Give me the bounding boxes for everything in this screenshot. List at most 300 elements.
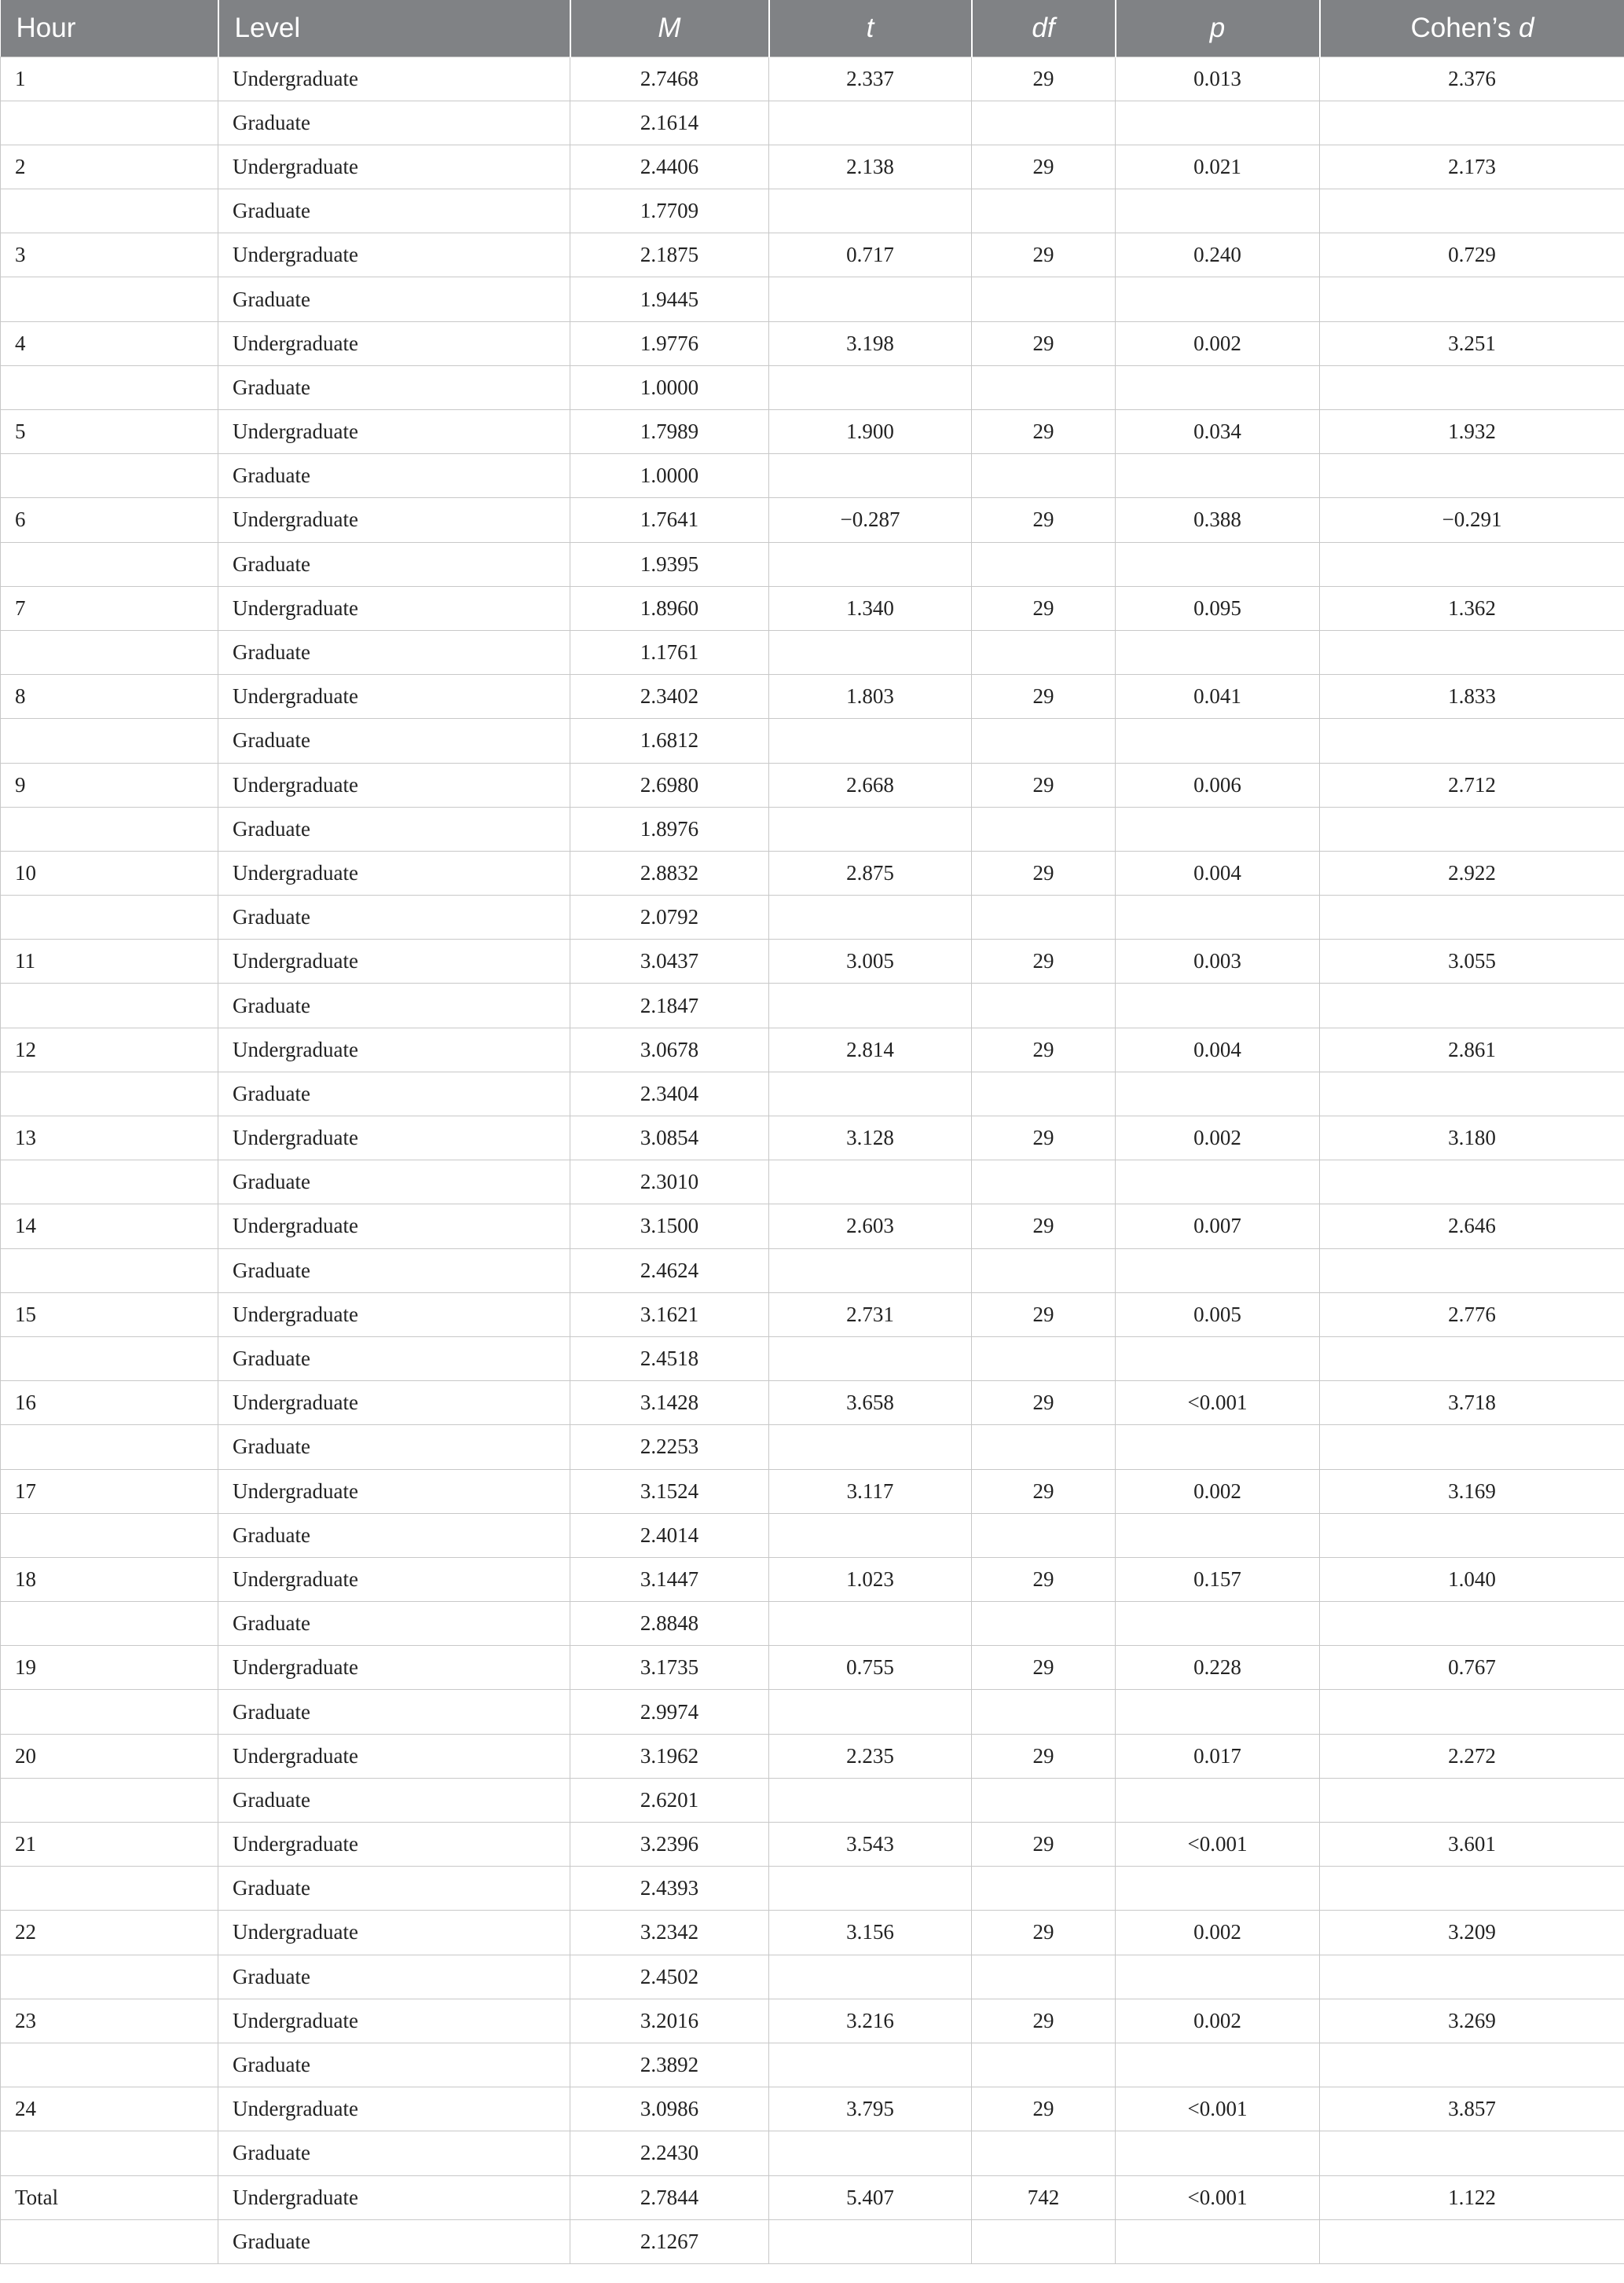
hour-cell-empty	[1, 807, 218, 851]
level-cell: Graduate	[218, 1690, 570, 1734]
mean-cell: 1.6812	[570, 719, 769, 763]
level-cell: Graduate	[218, 1160, 570, 1204]
table-row	[1, 586, 1624, 630]
level-cell: Graduate	[218, 719, 570, 763]
p-cell: 0.002	[1116, 1116, 1320, 1160]
level-cell: Graduate	[218, 2131, 570, 2175]
cohens-d-cell: 2.922	[1320, 851, 1624, 895]
t-cell: 3.543	[769, 1823, 972, 1867]
p-cell-empty	[1116, 101, 1320, 145]
df-cell: 742	[972, 2175, 1116, 2219]
header-level: Level	[218, 0, 570, 57]
level-cell: Graduate	[218, 1778, 570, 1822]
p-cell-empty	[1116, 1867, 1320, 1911]
mean-cell: 2.9974	[570, 1690, 769, 1734]
level-cell: Undergraduate	[218, 1557, 570, 1601]
mean-cell: 3.1500	[570, 1204, 769, 1248]
hour-cell-empty	[1, 719, 218, 763]
table-row	[1, 321, 1624, 365]
mean-cell: 2.8832	[570, 851, 769, 895]
table-row	[1, 630, 1624, 674]
table-row	[1, 1336, 1624, 1380]
hour-cell-empty	[1, 984, 218, 1028]
hour-cell: 9	[1, 763, 218, 807]
mean-cell: 1.0000	[570, 454, 769, 498]
p-cell-empty	[1116, 807, 1320, 851]
table-row	[1, 2175, 1624, 2219]
header-cohens-d	[1320, 0, 1624, 57]
p-cell: 0.006	[1116, 763, 1320, 807]
p-cell-empty	[1116, 542, 1320, 586]
hour-cell: 4	[1, 321, 218, 365]
df-cell: 29	[972, 1646, 1116, 1690]
table-row	[1, 1381, 1624, 1425]
p-cell-empty	[1116, 1690, 1320, 1734]
p-cell-empty	[1116, 1513, 1320, 1557]
mean-cell: 1.9776	[570, 321, 769, 365]
mean-cell: 3.2342	[570, 1911, 769, 1955]
level-cell: Graduate	[218, 630, 570, 674]
df-cell: 29	[972, 233, 1116, 277]
hour-cell: 14	[1, 1204, 218, 1248]
hour-cell: 12	[1, 1028, 218, 1072]
hour-cell: 11	[1, 940, 218, 984]
df-cell-empty	[972, 807, 1116, 851]
df-cell: 29	[972, 145, 1116, 189]
mean-cell: 3.2016	[570, 1999, 769, 2043]
hour-cell-empty	[1, 1778, 218, 1822]
table-row	[1, 189, 1624, 233]
t-cell-empty	[769, 2043, 972, 2087]
cohens-d-cell: 1.040	[1320, 1557, 1624, 1601]
table-row	[1, 2219, 1624, 2263]
hour-cell-empty	[1, 1513, 218, 1557]
hour-cell: 19	[1, 1646, 218, 1690]
t-cell-empty	[769, 630, 972, 674]
df-cell-empty	[972, 277, 1116, 321]
mean-cell: 3.0986	[570, 2087, 769, 2131]
df-cell-empty	[972, 896, 1116, 940]
table-row	[1, 1028, 1624, 1072]
table-row	[1, 365, 1624, 409]
level-cell: Undergraduate	[218, 1116, 570, 1160]
df-cell: 29	[972, 1292, 1116, 1336]
mean-cell: 2.4624	[570, 1248, 769, 1292]
p-cell-empty	[1116, 630, 1320, 674]
mean-cell: 2.1875	[570, 233, 769, 277]
cohens-d-cell-empty	[1320, 2219, 1624, 2263]
level-cell: Graduate	[218, 454, 570, 498]
level-cell: Graduate	[218, 1336, 570, 1380]
t-cell-empty	[769, 189, 972, 233]
level-cell: Graduate	[218, 984, 570, 1028]
df-cell-empty	[972, 1425, 1116, 1469]
table-row	[1, 1646, 1624, 1690]
table-row	[1, 1557, 1624, 1601]
t-cell: 2.337	[769, 57, 972, 101]
header-mean	[570, 0, 769, 57]
hour-cell: 16	[1, 1381, 218, 1425]
t-cell: 3.156	[769, 1911, 972, 1955]
mean-cell: 3.0678	[570, 1028, 769, 1072]
t-cell-empty	[769, 1602, 972, 1646]
level-cell: Undergraduate	[218, 1999, 570, 2043]
mean-cell: 1.7709	[570, 189, 769, 233]
mean-cell: 2.7468	[570, 57, 769, 101]
t-cell-empty	[769, 1690, 972, 1734]
level-cell: Graduate	[218, 1867, 570, 1911]
level-cell: Graduate	[218, 542, 570, 586]
level-cell: Undergraduate	[218, 586, 570, 630]
p-cell: 0.041	[1116, 675, 1320, 719]
hour-cell-empty	[1, 2043, 218, 2087]
p-cell: <0.001	[1116, 1823, 1320, 1867]
p-cell-empty	[1116, 1955, 1320, 1999]
level-cell: Undergraduate	[218, 1911, 570, 1955]
cohens-d-cell: 3.209	[1320, 1911, 1624, 1955]
mean-cell: 1.7989	[570, 410, 769, 454]
df-cell: 29	[972, 2087, 1116, 2131]
hour-cell: 15	[1, 1292, 218, 1336]
p-cell-empty	[1116, 2043, 1320, 2087]
table-row	[1, 542, 1624, 586]
cohens-d-cell: 2.861	[1320, 1028, 1624, 1072]
cohens-d-cell: 2.646	[1320, 1204, 1624, 1248]
cohens-d-cell: 1.362	[1320, 586, 1624, 630]
mean-cell: 1.1761	[570, 630, 769, 674]
table-row	[1, 1248, 1624, 1292]
df-cell-empty	[972, 189, 1116, 233]
header-t-symbol: t	[866, 12, 874, 43]
p-cell-empty	[1116, 2219, 1320, 2263]
mean-cell: 2.3404	[570, 1072, 769, 1116]
table-row	[1, 807, 1624, 851]
hour-cell-empty	[1, 1690, 218, 1734]
p-cell-empty	[1116, 2131, 1320, 2175]
df-cell: 29	[972, 1381, 1116, 1425]
df-cell: 29	[972, 1999, 1116, 2043]
mean-cell: 2.2253	[570, 1425, 769, 1469]
df-cell: 29	[972, 1557, 1116, 1601]
table-row	[1, 1425, 1624, 1469]
df-cell-empty	[972, 1602, 1116, 1646]
table-row	[1, 1204, 1624, 1248]
level-cell: Graduate	[218, 1513, 570, 1557]
df-cell: 29	[972, 321, 1116, 365]
df-cell-empty	[972, 2131, 1116, 2175]
df-cell-empty	[972, 1160, 1116, 1204]
df-cell: 29	[972, 851, 1116, 895]
header-hour: Hour	[1, 0, 218, 57]
hour-cell-empty	[1, 630, 218, 674]
hour-cell-empty	[1, 1336, 218, 1380]
level-cell: Undergraduate	[218, 321, 570, 365]
level-cell: Undergraduate	[218, 940, 570, 984]
level-cell: Graduate	[218, 1602, 570, 1646]
p-cell-empty	[1116, 1425, 1320, 1469]
level-cell: Undergraduate	[218, 410, 570, 454]
cohens-d-cell-empty	[1320, 542, 1624, 586]
df-cell-empty	[972, 1778, 1116, 1822]
mean-cell: 3.1962	[570, 1734, 769, 1778]
t-cell-empty	[769, 1778, 972, 1822]
t-cell-empty	[769, 1072, 972, 1116]
table-row	[1, 851, 1624, 895]
mean-cell: 3.1621	[570, 1292, 769, 1336]
mean-cell: 1.0000	[570, 365, 769, 409]
level-cell: Undergraduate	[218, 57, 570, 101]
p-cell: 0.240	[1116, 233, 1320, 277]
level-cell: Graduate	[218, 1072, 570, 1116]
cohens-d-cell: 1.122	[1320, 2175, 1624, 2219]
df-cell: 29	[972, 586, 1116, 630]
cohens-d-cell-empty	[1320, 277, 1624, 321]
cohens-d-cell-empty	[1320, 1160, 1624, 1204]
df-cell: 29	[972, 1734, 1116, 1778]
p-cell: 0.017	[1116, 1734, 1320, 1778]
mean-cell: 2.7844	[570, 2175, 769, 2219]
table-row	[1, 57, 1624, 101]
table-row	[1, 277, 1624, 321]
mean-cell: 3.1447	[570, 1557, 769, 1601]
hour-cell: Total	[1, 2175, 218, 2219]
hour-cell: 13	[1, 1116, 218, 1160]
hour-cell-empty	[1, 2219, 218, 2263]
df-cell-empty	[972, 1336, 1116, 1380]
t-cell: −0.287	[769, 498, 972, 542]
p-cell-empty	[1116, 277, 1320, 321]
t-cell-empty	[769, 542, 972, 586]
table-row	[1, 1734, 1624, 1778]
p-cell: 0.157	[1116, 1557, 1320, 1601]
df-cell-empty	[972, 1513, 1116, 1557]
cohens-d-cell-empty	[1320, 984, 1624, 1028]
p-cell: 0.003	[1116, 940, 1320, 984]
level-cell: Undergraduate	[218, 1469, 570, 1513]
df-cell-empty	[972, 542, 1116, 586]
level-cell: Graduate	[218, 1425, 570, 1469]
df-cell-empty	[972, 454, 1116, 498]
level-cell: Undergraduate	[218, 1381, 570, 1425]
p-cell-empty	[1116, 1336, 1320, 1380]
table-row	[1, 1690, 1624, 1734]
p-cell: 0.005	[1116, 1292, 1320, 1336]
cohens-d-cell: 3.269	[1320, 1999, 1624, 2043]
cohens-d-cell: 3.180	[1320, 1116, 1624, 1160]
p-cell: 0.002	[1116, 1999, 1320, 2043]
df-cell: 29	[972, 675, 1116, 719]
hour-cell: 8	[1, 675, 218, 719]
t-cell-empty	[769, 1955, 972, 1999]
t-cell: 1.900	[769, 410, 972, 454]
t-cell-empty	[769, 719, 972, 763]
hour-cell: 22	[1, 1911, 218, 1955]
cohens-d-cell-empty	[1320, 2043, 1624, 2087]
p-cell: 0.004	[1116, 851, 1320, 895]
header-df	[972, 0, 1116, 57]
cohens-d-cell: 3.601	[1320, 1823, 1624, 1867]
hour-cell-empty	[1, 277, 218, 321]
cohens-d-cell-empty	[1320, 896, 1624, 940]
hour-cell: 6	[1, 498, 218, 542]
header-t	[769, 0, 972, 57]
level-cell: Graduate	[218, 2043, 570, 2087]
mean-cell: 3.0437	[570, 940, 769, 984]
p-cell-empty	[1116, 1160, 1320, 1204]
df-cell-empty	[972, 2219, 1116, 2263]
df-cell-empty	[972, 1072, 1116, 1116]
mean-cell: 2.8848	[570, 1602, 769, 1646]
t-cell: 2.138	[769, 145, 972, 189]
p-cell-empty	[1116, 365, 1320, 409]
cohens-d-cell: 2.376	[1320, 57, 1624, 101]
table-row	[1, 1867, 1624, 1911]
cohens-d-cell-empty	[1320, 630, 1624, 674]
p-cell-empty	[1116, 1602, 1320, 1646]
t-cell: 0.755	[769, 1646, 972, 1690]
t-cell: 5.407	[769, 2175, 972, 2219]
t-cell: 3.198	[769, 321, 972, 365]
mean-cell: 2.4518	[570, 1336, 769, 1380]
p-cell-empty	[1116, 1072, 1320, 1116]
hour-cell: 2	[1, 145, 218, 189]
df-cell: 29	[972, 1823, 1116, 1867]
mean-cell: 2.6201	[570, 1778, 769, 1822]
p-cell-empty	[1116, 1778, 1320, 1822]
cohens-d-cell: 3.857	[1320, 2087, 1624, 2131]
p-cell: 0.002	[1116, 1911, 1320, 1955]
header-p	[1116, 0, 1320, 57]
t-cell: 3.005	[769, 940, 972, 984]
hour-cell: 10	[1, 851, 218, 895]
t-cell-empty	[769, 1425, 972, 1469]
df-cell: 29	[972, 1469, 1116, 1513]
cohens-d-cell: 2.776	[1320, 1292, 1624, 1336]
cohens-d-cell-empty	[1320, 101, 1624, 145]
t-cell: 2.875	[769, 851, 972, 895]
t-cell-empty	[769, 101, 972, 145]
mean-cell: 2.6980	[570, 763, 769, 807]
p-cell: 0.013	[1116, 57, 1320, 101]
hour-cell-empty	[1, 1160, 218, 1204]
table-row	[1, 1513, 1624, 1557]
p-cell: <0.001	[1116, 2175, 1320, 2219]
hour-cell: 21	[1, 1823, 218, 1867]
mean-cell: 1.7641	[570, 498, 769, 542]
df-cell: 29	[972, 940, 1116, 984]
df-cell: 29	[972, 410, 1116, 454]
table-row	[1, 233, 1624, 277]
t-cell-empty	[769, 1336, 972, 1380]
t-cell: 1.340	[769, 586, 972, 630]
level-cell: Undergraduate	[218, 498, 570, 542]
hour-cell-empty	[1, 1867, 218, 1911]
hour-cell-empty	[1, 1955, 218, 1999]
df-cell: 29	[972, 1911, 1116, 1955]
p-cell-empty	[1116, 1248, 1320, 1292]
cohens-d-cell-empty	[1320, 365, 1624, 409]
df-cell: 29	[972, 498, 1116, 542]
mean-cell: 2.4406	[570, 145, 769, 189]
table-row	[1, 145, 1624, 189]
df-cell-empty	[972, 1248, 1116, 1292]
table-row	[1, 1072, 1624, 1116]
cohens-d-cell-empty	[1320, 454, 1624, 498]
cohens-d-cell-empty	[1320, 1778, 1624, 1822]
table-row	[1, 1292, 1624, 1336]
table-row	[1, 675, 1624, 719]
level-cell: Undergraduate	[218, 233, 570, 277]
cohens-d-cell-empty	[1320, 1867, 1624, 1911]
hour-cell: 5	[1, 410, 218, 454]
df-cell-empty	[972, 1867, 1116, 1911]
p-cell: 0.034	[1116, 410, 1320, 454]
table-row	[1, 1116, 1624, 1160]
t-cell: 2.731	[769, 1292, 972, 1336]
cohens-d-cell-empty	[1320, 1955, 1624, 1999]
hour-cell-empty	[1, 1072, 218, 1116]
table-row	[1, 410, 1624, 454]
mean-cell: 1.8976	[570, 807, 769, 851]
t-cell-empty	[769, 1248, 972, 1292]
t-cell-empty	[769, 896, 972, 940]
t-cell-empty	[769, 365, 972, 409]
table-row	[1, 1778, 1624, 1822]
df-cell: 29	[972, 1116, 1116, 1160]
df-cell-empty	[972, 1955, 1116, 1999]
mean-cell: 1.9445	[570, 277, 769, 321]
df-cell-empty	[972, 630, 1116, 674]
table-row	[1, 1999, 1624, 2043]
table-row	[1, 984, 1624, 1028]
t-cell-empty	[769, 1867, 972, 1911]
mean-cell: 2.4502	[570, 1955, 769, 1999]
level-cell: Graduate	[218, 189, 570, 233]
level-cell: Undergraduate	[218, 851, 570, 895]
t-cell-empty	[769, 2131, 972, 2175]
level-cell: Undergraduate	[218, 1823, 570, 1867]
cohens-d-cell-empty	[1320, 1425, 1624, 1469]
table-row	[1, 1911, 1624, 1955]
level-cell: Graduate	[218, 101, 570, 145]
p-cell: 0.002	[1116, 1469, 1320, 1513]
t-cell-empty	[769, 1160, 972, 1204]
cohens-d-cell: 1.932	[1320, 410, 1624, 454]
t-cell: 3.117	[769, 1469, 972, 1513]
mean-cell: 2.4393	[570, 1867, 769, 1911]
mean-cell: 3.2396	[570, 1823, 769, 1867]
mean-cell: 2.2430	[570, 2131, 769, 2175]
mean-cell: 3.0854	[570, 1116, 769, 1160]
mean-cell: 2.3402	[570, 675, 769, 719]
t-cell: 3.128	[769, 1116, 972, 1160]
df-cell: 29	[972, 57, 1116, 101]
table-row	[1, 454, 1624, 498]
table-row	[1, 2131, 1624, 2175]
p-cell-empty	[1116, 896, 1320, 940]
cohens-d-cell: 2.272	[1320, 1734, 1624, 1778]
p-cell-empty	[1116, 984, 1320, 1028]
table-row	[1, 1469, 1624, 1513]
level-cell: Undergraduate	[218, 1292, 570, 1336]
cohens-d-cell-empty	[1320, 1336, 1624, 1380]
cohens-d-cell-empty	[1320, 1690, 1624, 1734]
cohens-d-cell-empty	[1320, 1602, 1624, 1646]
level-cell: Undergraduate	[218, 675, 570, 719]
table-row	[1, 1955, 1624, 1999]
mean-cell: 3.1428	[570, 1381, 769, 1425]
table-header-row	[1, 0, 1624, 57]
